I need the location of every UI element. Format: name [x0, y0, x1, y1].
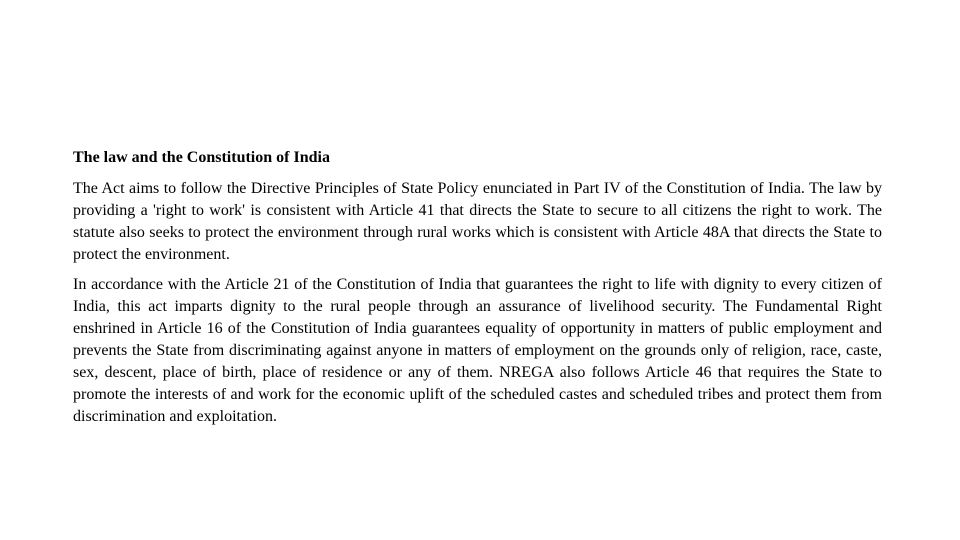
- text-body: [73, 147, 882, 436]
- paragraph-fundamental-rights: In accordance with the Article 21 of the Constitution of India that guarantees the right to life with dignity to every citizen of India, this act imparts dignity to the rural people through an assurance of livelihood security. The Fundamental Right enshrined in Article 16 of the Constitution of India guarantees equality of opportunity in matters of public employment and prevents the State from discriminating against anyone in matters of employment on the grounds only of religion, race, caste, sex, descent, place of birth, place of residence or any of them. NREGA also follows Article 46 that requires the State to promote the interests of and work for the economic uplift of the scheduled castes and scheduled tribes and protect them from discrimination and exploitation.: [73, 276, 882, 425]
- section-heading: The law and the Constitution of India: [73, 149, 330, 166]
- paragraph-directive-principles: The Act aims to follow the Directive Principles of State Policy enunciated in Part IV of the Constitution of India. The law by providing a 'right to work' is consistent with Article 41 that directs the State to secure to all citizens the right to work. The statute also seeks to protect the environment through rural works which is consistent with Article 48A that directs the State to protect the environment.: [73, 180, 882, 263]
